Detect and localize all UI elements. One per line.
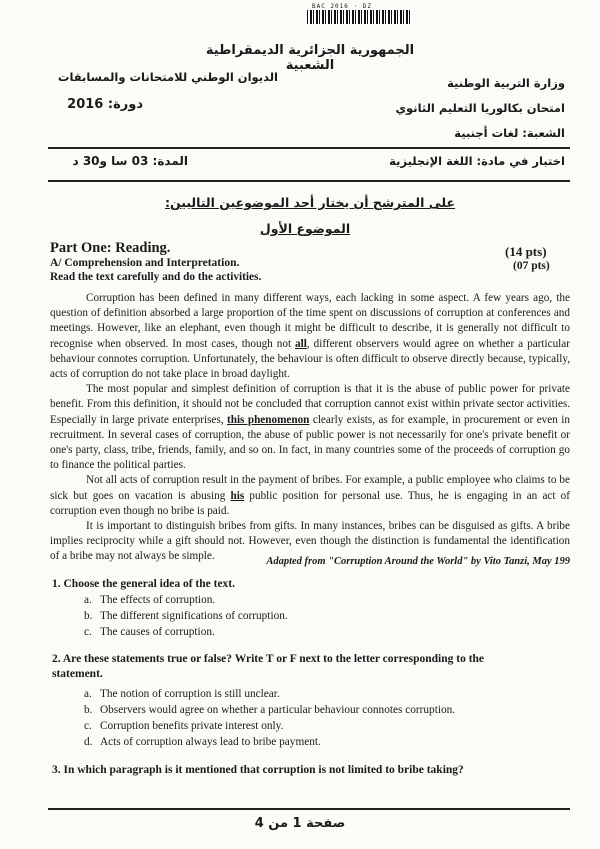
question-number: 3. xyxy=(52,764,61,776)
question-3 xyxy=(52,764,570,776)
section-points: (07 pts) xyxy=(513,260,550,272)
question-prompt: Choose the general idea of the text. xyxy=(63,578,236,590)
topic-title: الموضوع الأول xyxy=(259,221,351,236)
question-number: 1. xyxy=(52,578,61,590)
choice-instruction: على المترشح أن يختار أحد الموضوعين التاليين: xyxy=(164,195,456,210)
question-1 xyxy=(52,578,570,640)
option-item: a. The notion of corruption is still unclear. xyxy=(84,688,280,700)
subject-label: اختبار في مادة: اللغة الإنجليزية xyxy=(389,154,565,168)
reading-directive: Read the text carefully and do the activities. xyxy=(50,271,262,283)
option-item: a. The effects of corruption. xyxy=(84,594,216,606)
stream-label: الشعبة: لغات أجنبية xyxy=(454,126,565,140)
option-item: b. The different significations of corruption. xyxy=(84,610,288,622)
text-source: Adapted from "Corruption Around the World" by Vito Tanzi, May 199 xyxy=(266,556,570,567)
barcode-image xyxy=(307,10,412,24)
question-prompt: Are these statements true or false? Write T or F next to the letter corresponding to the statement. xyxy=(52,653,485,680)
footer-rule xyxy=(48,808,570,810)
part-title: Part One: Reading. xyxy=(50,240,171,256)
duration-label: المدة: 03 سا و30 د xyxy=(72,154,188,168)
question-prompt: In which paragraph is it mentioned that corruption is not limited to bribe taking? xyxy=(63,764,464,776)
underlined-phrase-this-phenomenon: this phenomenon xyxy=(227,413,310,426)
option-item: b. Observers would agree on whether a particular behaviour connotes corruption. xyxy=(84,704,456,716)
ministry-label: وزارة التربية الوطنية xyxy=(447,76,565,90)
option-item: c. The causes of corruption. xyxy=(84,626,215,638)
question-number: 2. xyxy=(52,653,61,665)
paragraph-2: The most popular and simplest definition of corruption is that it is the abuse of public power for private benefit. From this definition, it should not be concluded that corruption cannot exist within private sector activities. Especially in large private enterprises, this phenomenon clearly exists, as for example, in procurement or even in recruitment. In several cases of corruption, the abuse of public power is not necessarily for one's private benefit or one's party, class, tribe, friends, family, and so on. In fact, in many countries some of the proceeds of corruption go to finance the political parties. xyxy=(50,383,570,472)
section-title: A/ Comprehension and Interpretation. xyxy=(50,257,240,269)
page-number: صفحة 1 من 4 xyxy=(254,816,346,831)
reading-passage xyxy=(50,291,570,565)
office-label: الديوان الوطني للامتحانات والمسابقات xyxy=(57,70,278,84)
header-rule-bottom xyxy=(48,180,570,182)
paragraph-3: Not all acts of corruption result in the payment of bribes. For example, a public employee who claims to be sick but goes on vacation is abusing his public position for personal use. Thus, he is engaging in an act of corruption even though no bribe is paid. xyxy=(50,474,570,517)
option-item: d. Acts of corruption always lead to bribe payment. xyxy=(84,736,321,748)
paragraph-4: It is important to distinguish bribes from gifts. In many instances, bribes can be disguised as gifts. A bribe implies reciprocity while a gift should not. However, even though the distinction is fundamental the identification of a bribe may not always be simple. xyxy=(50,520,570,563)
underlined-word-his: his xyxy=(230,489,245,502)
barcode-caption: BAC 2016 · DZ xyxy=(312,3,372,10)
part-points: (14 pts) xyxy=(505,244,547,259)
question-2 xyxy=(52,652,532,750)
underlined-word-all: all xyxy=(295,337,307,350)
paragraph-1: Corruption has been defined in many different ways, each lacking in some aspect. A few years ago, the question of definition absorbed a large proportion of the time spent on discussions of corruption at conferences and meetings. However, like an elephant, even though it might be difficult to describe, it is generally not difficult to recognise when observed. In most cases, though not all, different observers would agree on whether a particular behaviour connotes corruption. Unfortunately, the behaviour is often difficult to observe directly because, typically, acts of corruption do not take place in broad daylight. xyxy=(50,292,570,381)
session-label: دورة: 2016 xyxy=(67,97,143,112)
republic-title: الجمهورية الجزائرية الديمقراطية الشعبية xyxy=(205,43,415,73)
exam-label: امتحان بكالوريا التعليم الثانوي xyxy=(395,101,565,115)
header-rule-top xyxy=(48,147,570,149)
option-item: c. Corruption benefits private interest only. xyxy=(84,720,284,732)
